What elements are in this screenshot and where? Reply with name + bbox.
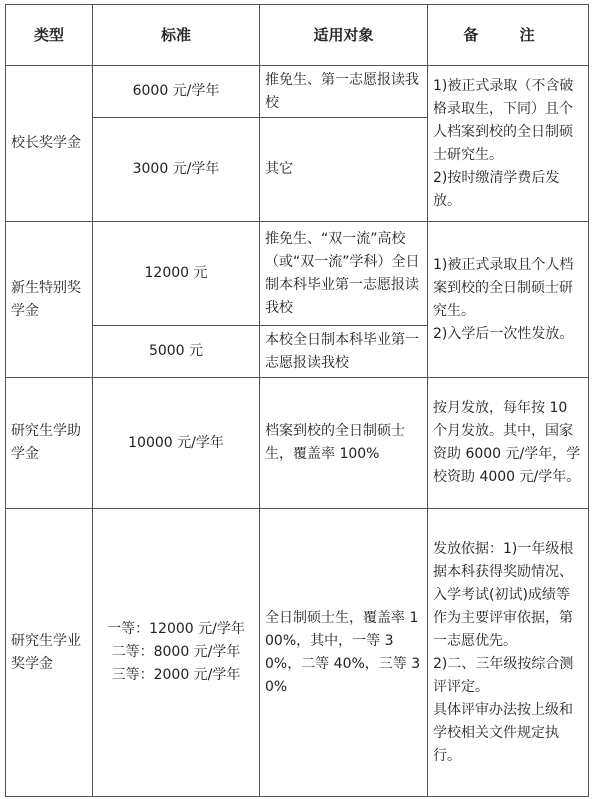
target-cell: 推免生、“双一流”高校（或“双一流”学科）全日制本科毕业第一志愿报读我校 — [260, 222, 428, 326]
standard-cell: 6000 元/学年 — [93, 66, 260, 118]
target-cell: 推免生、第一志愿报读我校 — [260, 66, 428, 118]
header-note: 备 注 — [428, 5, 589, 66]
note-line: 2)二、三年级按综合测评评定。 — [433, 655, 574, 695]
row-type-assistance: 研究生学助学金 — [6, 378, 93, 509]
row-type-academic: 研究生学业奖学金 — [6, 509, 93, 797]
note-cell — [428, 509, 589, 797]
target-cell: 全日制硕士生，覆盖率 100%，其中，一等 30%，二等 40%，三等 30% — [260, 509, 428, 797]
note-line: 具体评审办法按上级和学校相关文件规定执行。 — [433, 701, 573, 764]
header-standard: 标准 — [93, 5, 260, 66]
header-row — [6, 5, 589, 66]
standard-third-class: 三等：2000 元/学年 — [111, 667, 241, 683]
note-cell — [428, 66, 589, 222]
target-cell: 其它 — [260, 118, 428, 222]
standard-cell: 5000 元 — [93, 326, 260, 378]
note-line: 1)被正式录取（不含破格录取生，下同）且个人档案到校的全日制硕士研究生。 — [433, 77, 574, 163]
standard-cell: 3000 元/学年 — [93, 118, 260, 222]
header-target: 适用对象 — [260, 5, 428, 66]
standard-cell — [93, 509, 260, 797]
standard-first-class: 一等：12000 元/学年 — [107, 621, 245, 637]
standard-cell: 12000 元 — [93, 222, 260, 326]
table-row — [6, 66, 589, 118]
note-line: 2)入学后一次性发放。 — [433, 325, 574, 342]
header-type: 类型 — [6, 5, 93, 66]
note-line: 发放依据：1)一年级根据本科获得奖励情况、入学考试(初试)成绩等作为主要评审依据，第一志愿优先。 — [433, 540, 574, 649]
table-row — [6, 222, 589, 326]
row-type-principal: 校长奖学金 — [6, 66, 93, 222]
target-cell: 档案到校的全日制硕士生，覆盖率 100% — [260, 378, 428, 509]
standard-cell: 10000 元/学年 — [93, 378, 260, 509]
target-cell: 本校全日制本科毕业第一志愿报读我校 — [260, 326, 428, 378]
note-line: 2)按时缴清学费后发放。 — [433, 169, 560, 209]
table-row — [6, 378, 589, 509]
note-cell: 按月发放，每年按 10 个月发放。其中，国家资助 6000 元/学年，学校资助 4000 元/学年。 — [428, 378, 589, 509]
row-type-freshman: 新生特别奖学金 — [6, 222, 93, 378]
note-cell — [428, 222, 589, 378]
scholarship-table — [5, 4, 589, 797]
note-line: 1)被正式录取且个人档案到校的全日制硕士研究生。 — [433, 256, 574, 319]
table-row — [6, 509, 589, 797]
standard-second-class: 二等：8000 元/学年 — [111, 644, 241, 660]
